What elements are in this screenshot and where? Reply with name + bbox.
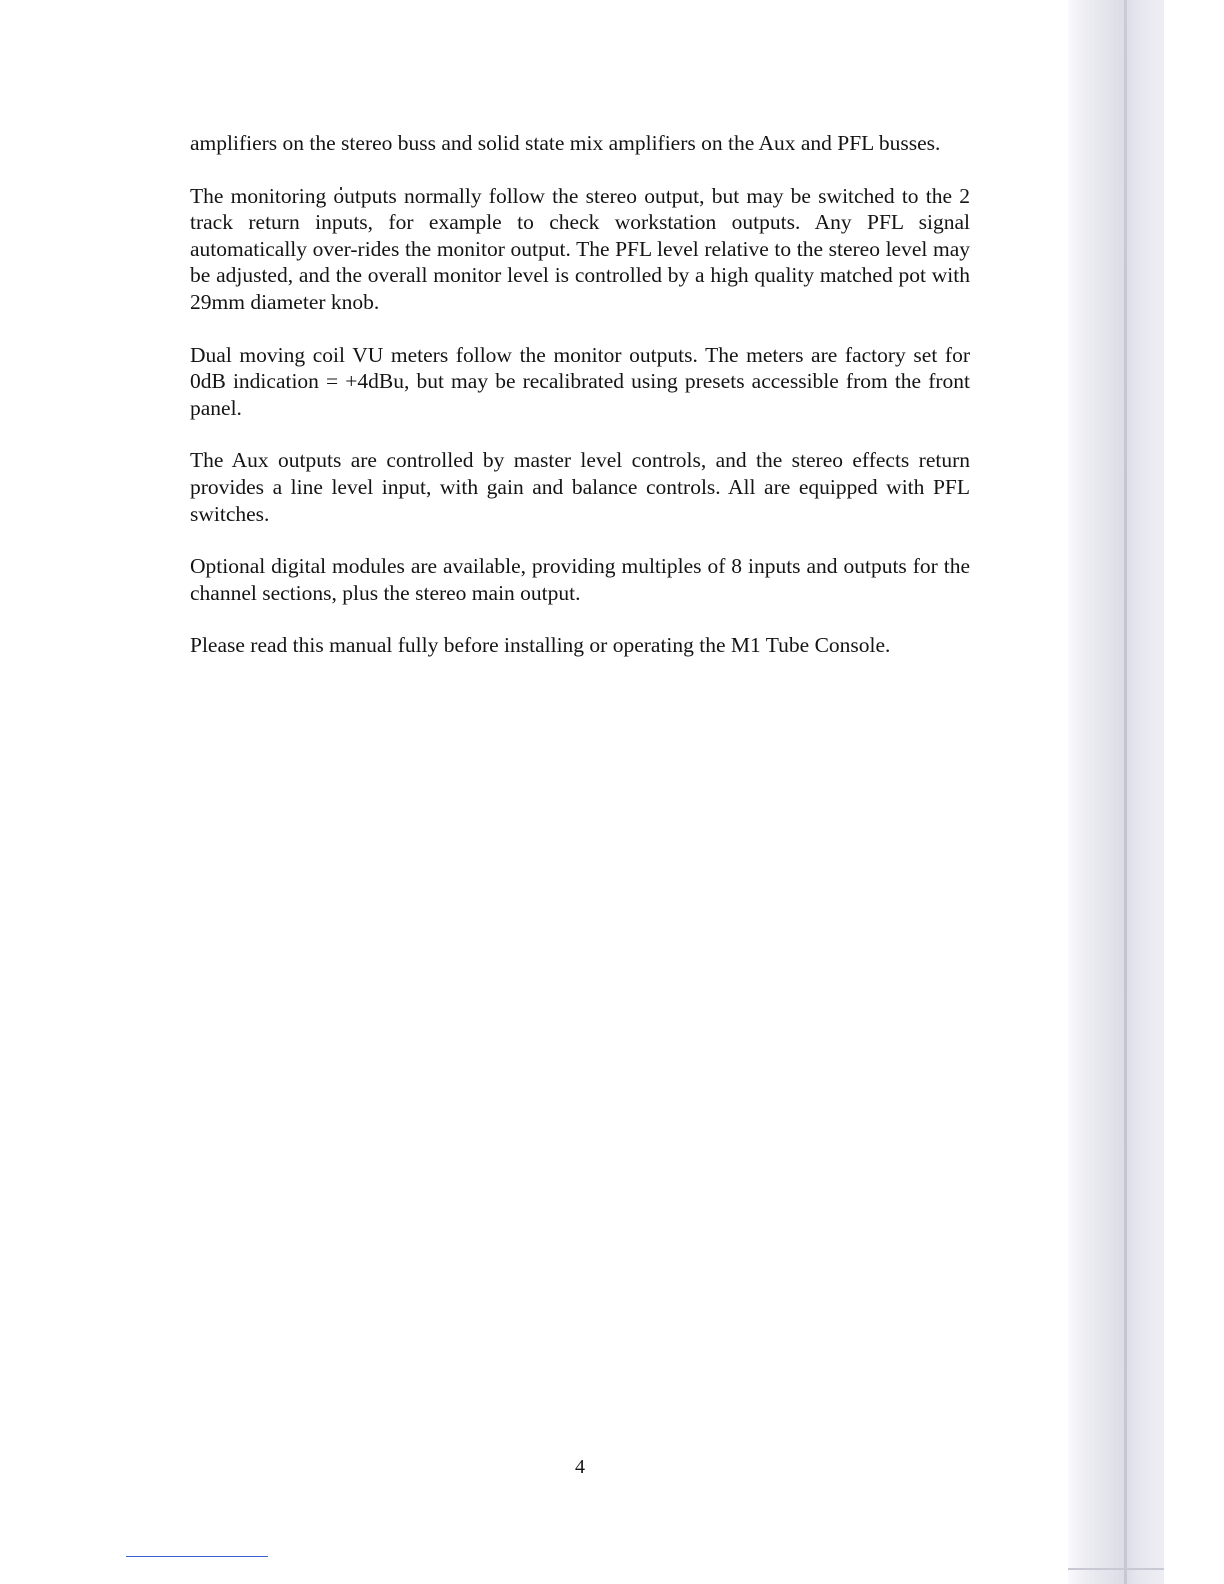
page-edge bbox=[1164, 0, 1224, 1584]
paragraph-vu-meters: Dual moving coil VU meters follow the monitor outputs. The meters are factory set for 0dB indication = +4dBu, but may be recalibrated using presets accessible from the front panel. bbox=[190, 342, 970, 420]
binding-line bbox=[1124, 0, 1127, 1584]
body-text bbox=[190, 130, 970, 685]
footer-rule bbox=[126, 1556, 268, 1557]
page-number: 4 bbox=[575, 1456, 585, 1478]
binding-shadow bbox=[1068, 0, 1164, 1584]
paragraph-monitoring-outputs: The monitoring outputs normally follow the stereo output, but may be switched to the 2 track return inputs, for example to check workstation outputs. Any PFL signal automatically over-rides the monitor output. The PFL level relative to the stereo level may be adjusted, and the overall monitor level is controlled by a high quality matched pot with 29mm diameter knob. bbox=[190, 183, 970, 314]
paragraph-amplifiers: amplifiers on the stereo buss and solid state mix amplifiers on the Aux and PFL busses. bbox=[190, 131, 941, 155]
paragraph-digital-modules: Optional digital modules are available, providing multiples of 8 inputs and outputs for the channel sections, plus the stereo main output. bbox=[190, 554, 970, 605]
paragraph-read-manual: Please read this manual fully before installing or operating the M1 Tube Console. bbox=[190, 633, 891, 658]
paragraph-aux-outputs: The Aux outputs are controlled by master level controls, and the stereo effects return provides a line level input, with gain and balance controls. All are equipped with PFL switches. bbox=[190, 448, 970, 526]
binding-foot-line bbox=[1068, 1568, 1164, 1570]
